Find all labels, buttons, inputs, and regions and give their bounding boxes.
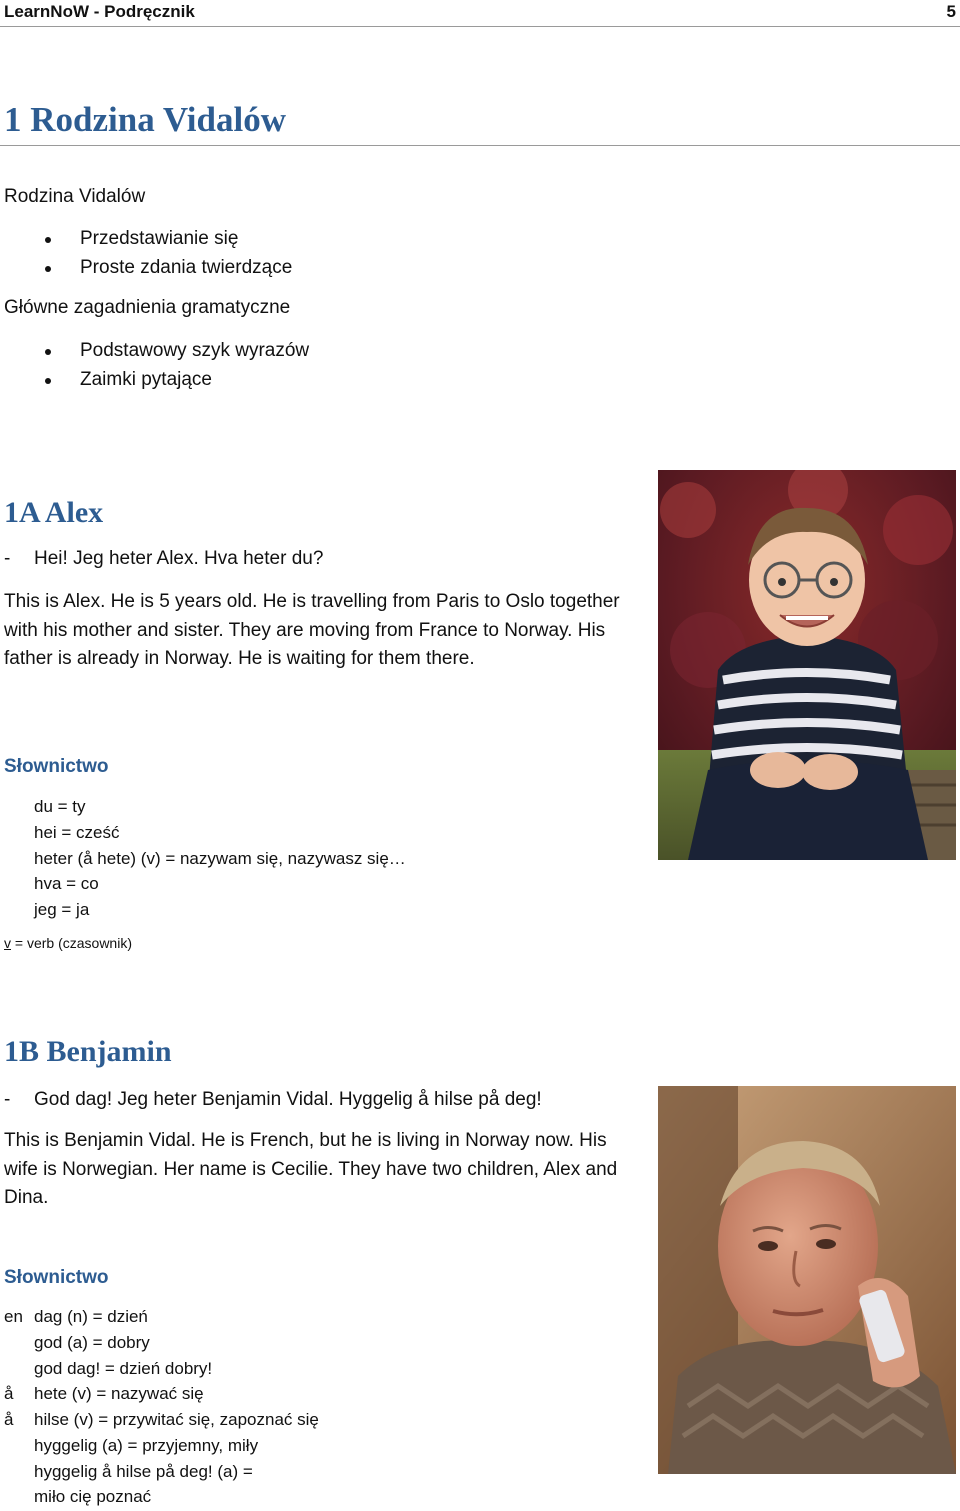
vocab-item: god dag! = dzień dobry! — [34, 1359, 213, 1378]
vocab-item: dag (n) = dzień — [34, 1307, 148, 1326]
abbreviation: v — [4, 935, 11, 951]
grammar-heading: Główne zagadnienia gramatyczne — [4, 297, 291, 318]
vocab-item: hva = co — [34, 874, 99, 893]
section-title-alex: 1A Alex — [4, 496, 104, 529]
vocab-item: heter (å hete) (v) = nazywam się, nazywasz się… — [34, 849, 406, 868]
abbreviation-meaning: = verb (czasownik) — [11, 935, 132, 951]
vocab-heading-a: Słownictwo — [4, 756, 109, 777]
vocab-item: god (a) = dobry — [34, 1333, 150, 1352]
grammar-item: Podstawowy szyk wyrazów — [80, 340, 310, 361]
section-title-benjamin: 1B Benjamin — [4, 1035, 172, 1068]
dialogue-line-benjamin: God dag! Jeg heter Benjamin Vidal. Hyggelig å hilse på deg! — [34, 1089, 542, 1110]
vocab-prefix: å — [4, 1410, 14, 1429]
vocab-item: hyggelig å hilse på deg! (a) = — [34, 1462, 253, 1481]
chapter-title: 1 Rodzina Vidalów — [4, 100, 286, 139]
photo-man-on-phone — [658, 1086, 956, 1474]
topic-item: Proste zdania twierdzące — [80, 257, 293, 278]
paragraph-benjamin: This is Benjamin Vidal. He is French, but he is living in Norway now. His wife is Norwegian. Her name is Cecilie. They have two children, Alex and Dina. — [4, 1130, 618, 1208]
page-header — [0, 0, 960, 27]
vocab-prefix: å — [4, 1384, 14, 1403]
photo-boy — [658, 470, 956, 860]
vocab-item: hyggelig (a) = przyjemny, miły — [34, 1436, 259, 1455]
topic-heading: Rodzina Vidalów — [4, 186, 146, 207]
dialogue-dash: - — [4, 1089, 11, 1110]
dialogue-line-alex: Hei! Jeg heter Alex. Hva heter du? — [34, 548, 324, 569]
vocab-item: hete (v) = nazywać się — [34, 1384, 204, 1403]
chapter-title-rule — [0, 145, 960, 146]
page-number: 5 — [946, 2, 956, 21]
vocab-prefix: en — [4, 1307, 23, 1326]
bullet-icon — [45, 266, 51, 272]
bullet-icon — [45, 378, 51, 384]
bullet-icon — [45, 349, 51, 355]
document-title: LearnNoW - Podręcznik — [4, 2, 195, 21]
topic-item: Przedstawianie się — [80, 228, 239, 249]
vocab-item: jeg = ja — [34, 900, 90, 919]
vocab-heading-b: Słownictwo — [4, 1267, 109, 1288]
vocab-item: miło cię poznać — [34, 1487, 152, 1506]
grammar-item: Zaimki pytające — [80, 369, 212, 390]
abbreviation-note — [4, 935, 132, 951]
dialogue-dash: - — [4, 548, 11, 569]
vocab-item: hei = cześć — [34, 823, 120, 842]
vocab-item: du = ty — [34, 797, 86, 816]
vocab-item: hilse (v) = przywitać się, zapoznać się — [34, 1410, 319, 1429]
bullet-icon — [45, 237, 51, 243]
paragraph-alex: This is Alex. He is 5 years old. He is travelling from Paris to Oslo together with his mother and sister. They are moving from France to Norway. His father is already in Norway. He is waiting for them there. — [4, 591, 620, 669]
